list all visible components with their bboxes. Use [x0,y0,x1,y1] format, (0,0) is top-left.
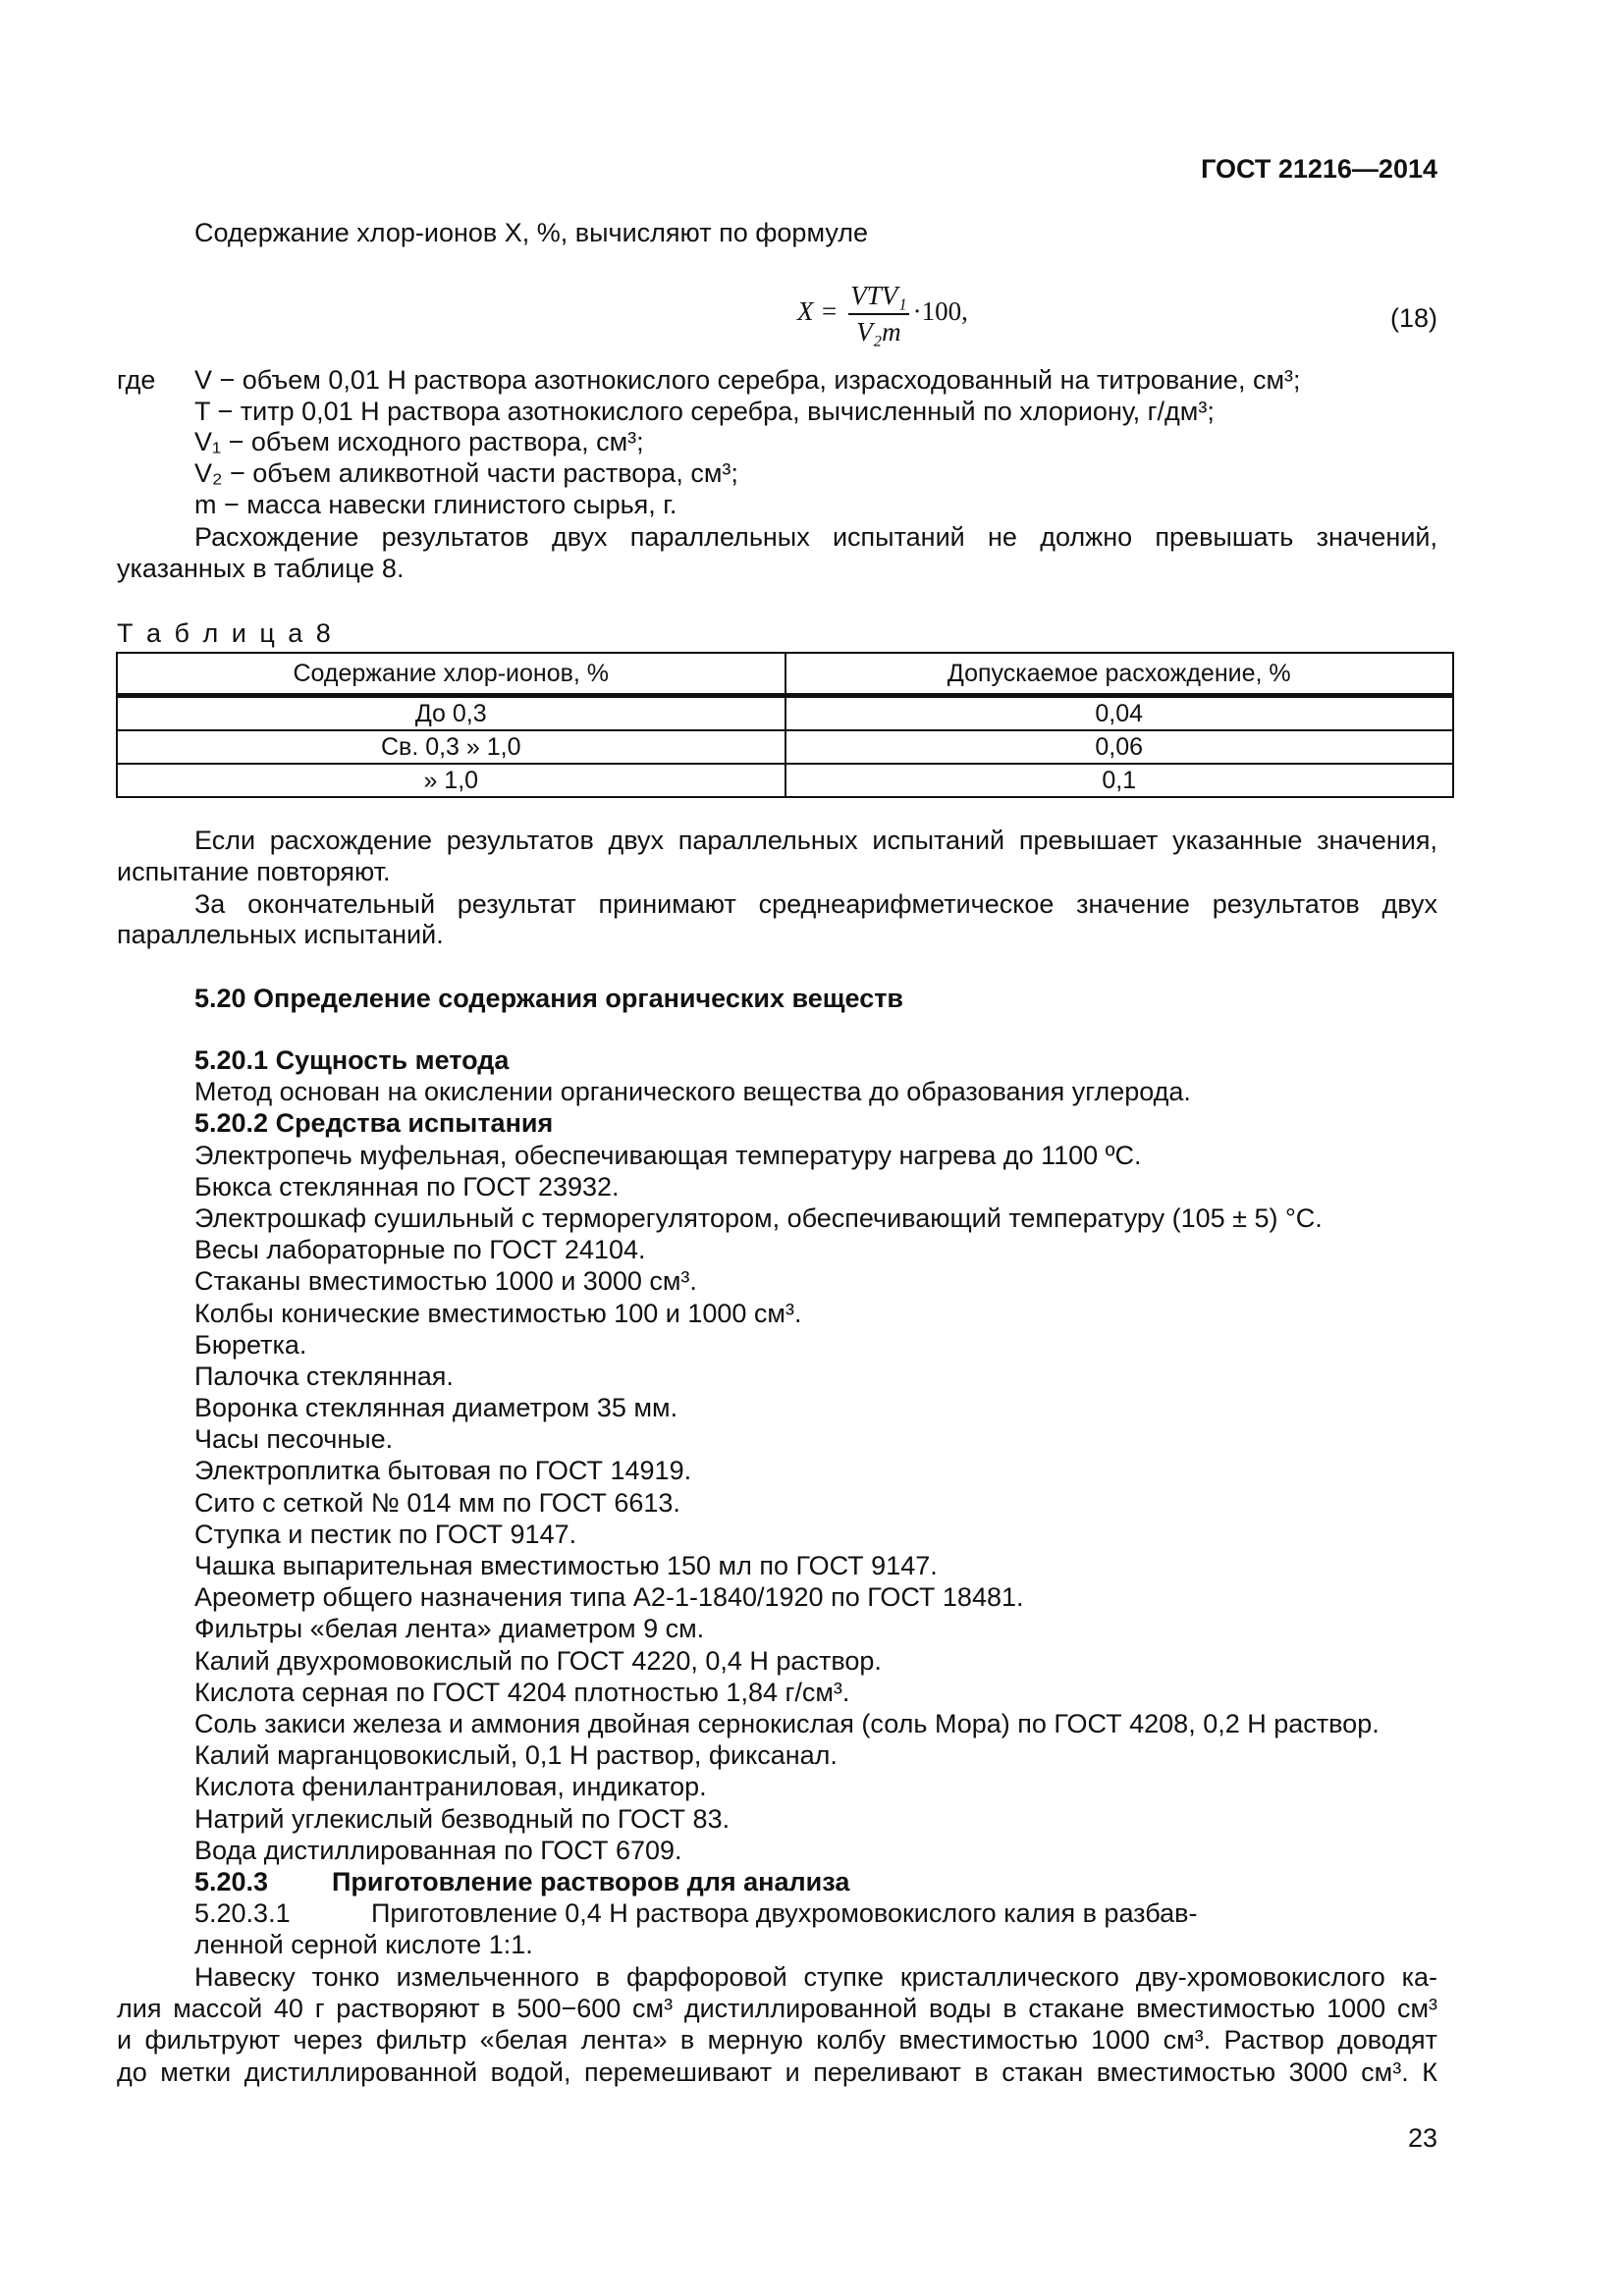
table-row [117,696,1453,731]
list-item: Колбы конические вместимостью 100 и 1000 см³. [194,1298,802,1328]
subsection-title: Приготовление растворов для анализа [332,1867,850,1896]
table-cell: Св. 0,3 » 1,0 [117,730,785,764]
list-item: Стаканы вместимостью 1000 и 3000 см³. [194,1266,697,1297]
table-cell: » 1,0 [117,764,785,797]
list-item: Воронка стеклянная диаметром 35 мм. [194,1393,678,1423]
list-item: Кислота серная по ГОСТ 4204 плотностью 1,84 г/см³. [194,1677,850,1707]
list-item: Палочка стеклянная. [194,1361,454,1391]
subsection-heading: 5.20.2 Средства испытания [194,1108,554,1139]
formula-numerator: VTV₁ [848,281,908,315]
paragraph-line: испытание повторяют. [117,857,391,886]
paragraph-line: и фильтруют через фильтр «белая лента» в мерную колбу вместимостью 1000 см³. Раствор доводят [117,2025,1437,2056]
paragraph-line: параллельных испытаний. [117,920,444,949]
document-code: ГОСТ 21216—2014 [1201,154,1437,184]
subsubsection-title-cont: ленной серной кислоте 1:1. [194,1930,533,1960]
list-item: Калий двухромовокислый по ГОСТ 4220, 0,4 Н раствор. [194,1645,882,1676]
paragraph-line: Если расхождение результатов двух параллельных испытаний превышает указанные значения, [194,826,1437,855]
list-item: Кислота фенилантраниловая, индикатор. [194,1772,707,1802]
equipment-list [194,1044,1380,1866]
list-item: Бюретка. [194,1329,307,1360]
list-item: Чашка выпарительная вместимостью 150 мл по ГОСТ 9147. [194,1551,938,1580]
table-row [117,764,1453,797]
list-item: Метод основан на окислении органического вещества до образования углерода. [194,1077,1191,1107]
formula-rhs: ·100, [912,296,968,327]
list-item: Ареометр общего назначения типа А2-1-1840/1920 по ГОСТ 18481. [194,1582,1024,1613]
formula-denominator: V₂m [856,317,901,347]
list-item: Калий марганцовокислый, 0,1 Н раствор, фиксанал. [194,1740,838,1771]
where-item: m − масса навески глинистого сырья, г. [194,489,677,519]
formula-fraction [848,281,908,347]
list-item: Ступка и пестик по ГОСТ 9147. [194,1519,577,1549]
formula-number: (18) [1389,303,1437,333]
where-item: V₂ − объем аликвотной части раствора, см³; [194,458,738,489]
list-item: Фильтры «белая лента» диаметром 9 см. [194,1614,705,1644]
table-cell: 0,06 [785,730,1454,764]
page-number: 23 [1407,2123,1437,2153]
formula-18 [797,281,968,347]
formula-lhs: X = [797,296,839,327]
table-cell: До 0,3 [117,696,785,731]
table-8 [116,652,1454,798]
final-paragraph [117,1961,1437,2088]
subsection-block [194,1866,1198,1961]
list-item: Вода дистиллированная по ГОСТ 6709. [194,1835,682,1865]
paragraph-line: до метки дистиллированной водой, перемешивают и переливают в стакан вместимостью 3000 см³. К [117,2056,1437,2087]
paragraph-line: За окончательный результат принимают среднеарифметическое значение результатов двух [194,889,1437,919]
discrepancy-line: Расхождение результатов двух параллельных испытаний не должно превышать значений, [194,522,1437,552]
subsection-number: 5.20.3 [194,1867,269,1896]
where-label: где [117,365,156,395]
where-item: V − объем 0,01 Н раствора азотнокислого серебра, израсходованный на титрование, см³; [194,365,1301,395]
subsection-heading: 5.20.1 Сущность метода [194,1045,510,1075]
list-item: Часы песочные. [194,1424,394,1455]
where-item: V₁ − объем исходного раствора, см³; [194,427,644,457]
paragraph-line: Навеску тонко измельченного в фарфоровой ступке кристаллического дву-хромовокислого ка- [194,1962,1437,1992]
where-item: T − титр 0,01 Н раствора азотнокислого серебра, вычисленный по хлориону, г/дм³; [194,396,1215,426]
subsubsection-number: 5.20.3.1 [194,1898,291,1929]
subsubsection-title: Приготовление 0,4 Н раствора двухромовокислого калия в разбав- [371,1898,1198,1929]
list-item: Электроплитка бытовая по ГОСТ 14919. [194,1456,692,1486]
paragraph-line: лия массой 40 г растворяют в 500−600 см³ дистиллированной воды в стакане вместимостью 1000 см³ [117,1994,1437,2024]
table-cell: 0,04 [785,696,1454,731]
table-cell: 0,1 [785,764,1454,797]
list-item: Натрий углекислый безводный по ГОСТ 83. [194,1803,731,1834]
table-header: Содержание хлор-ионов, % [117,653,785,696]
table-header: Допускаемое расхождение, % [785,653,1454,696]
intro-text: Содержание хлор-ионов X, %, вычисляют по формуле [194,218,868,247]
list-item: Сито с сеткой № 014 мм по ГОСТ 6613. [194,1487,680,1518]
list-item: Соль закиси железа и аммония двойная сернокислая (соль Мора) по ГОСТ 4208, 0,2 Н раствор. [194,1708,1380,1738]
list-item: Электропечь муфельная, обеспечивающая температуру нагрева до 1100 ºС. [194,1140,1142,1170]
list-item: Электрошкаф сушильный с терморегулятором, обеспечивающий температуру (105 ± 5) °С. [194,1202,1323,1233]
section-heading: 5.20 Определение содержания органических веществ [194,984,904,1013]
table-caption: Т а б л и ц а 8 [117,618,334,648]
discrepancy-line: указанных в таблице 8. [117,554,405,583]
list-item: Бюкса стеклянная по ГОСТ 23932. [194,1171,620,1201]
where-list [194,364,1301,519]
table-row [117,730,1453,764]
list-item: Весы лабораторные по ГОСТ 24104. [194,1235,646,1265]
